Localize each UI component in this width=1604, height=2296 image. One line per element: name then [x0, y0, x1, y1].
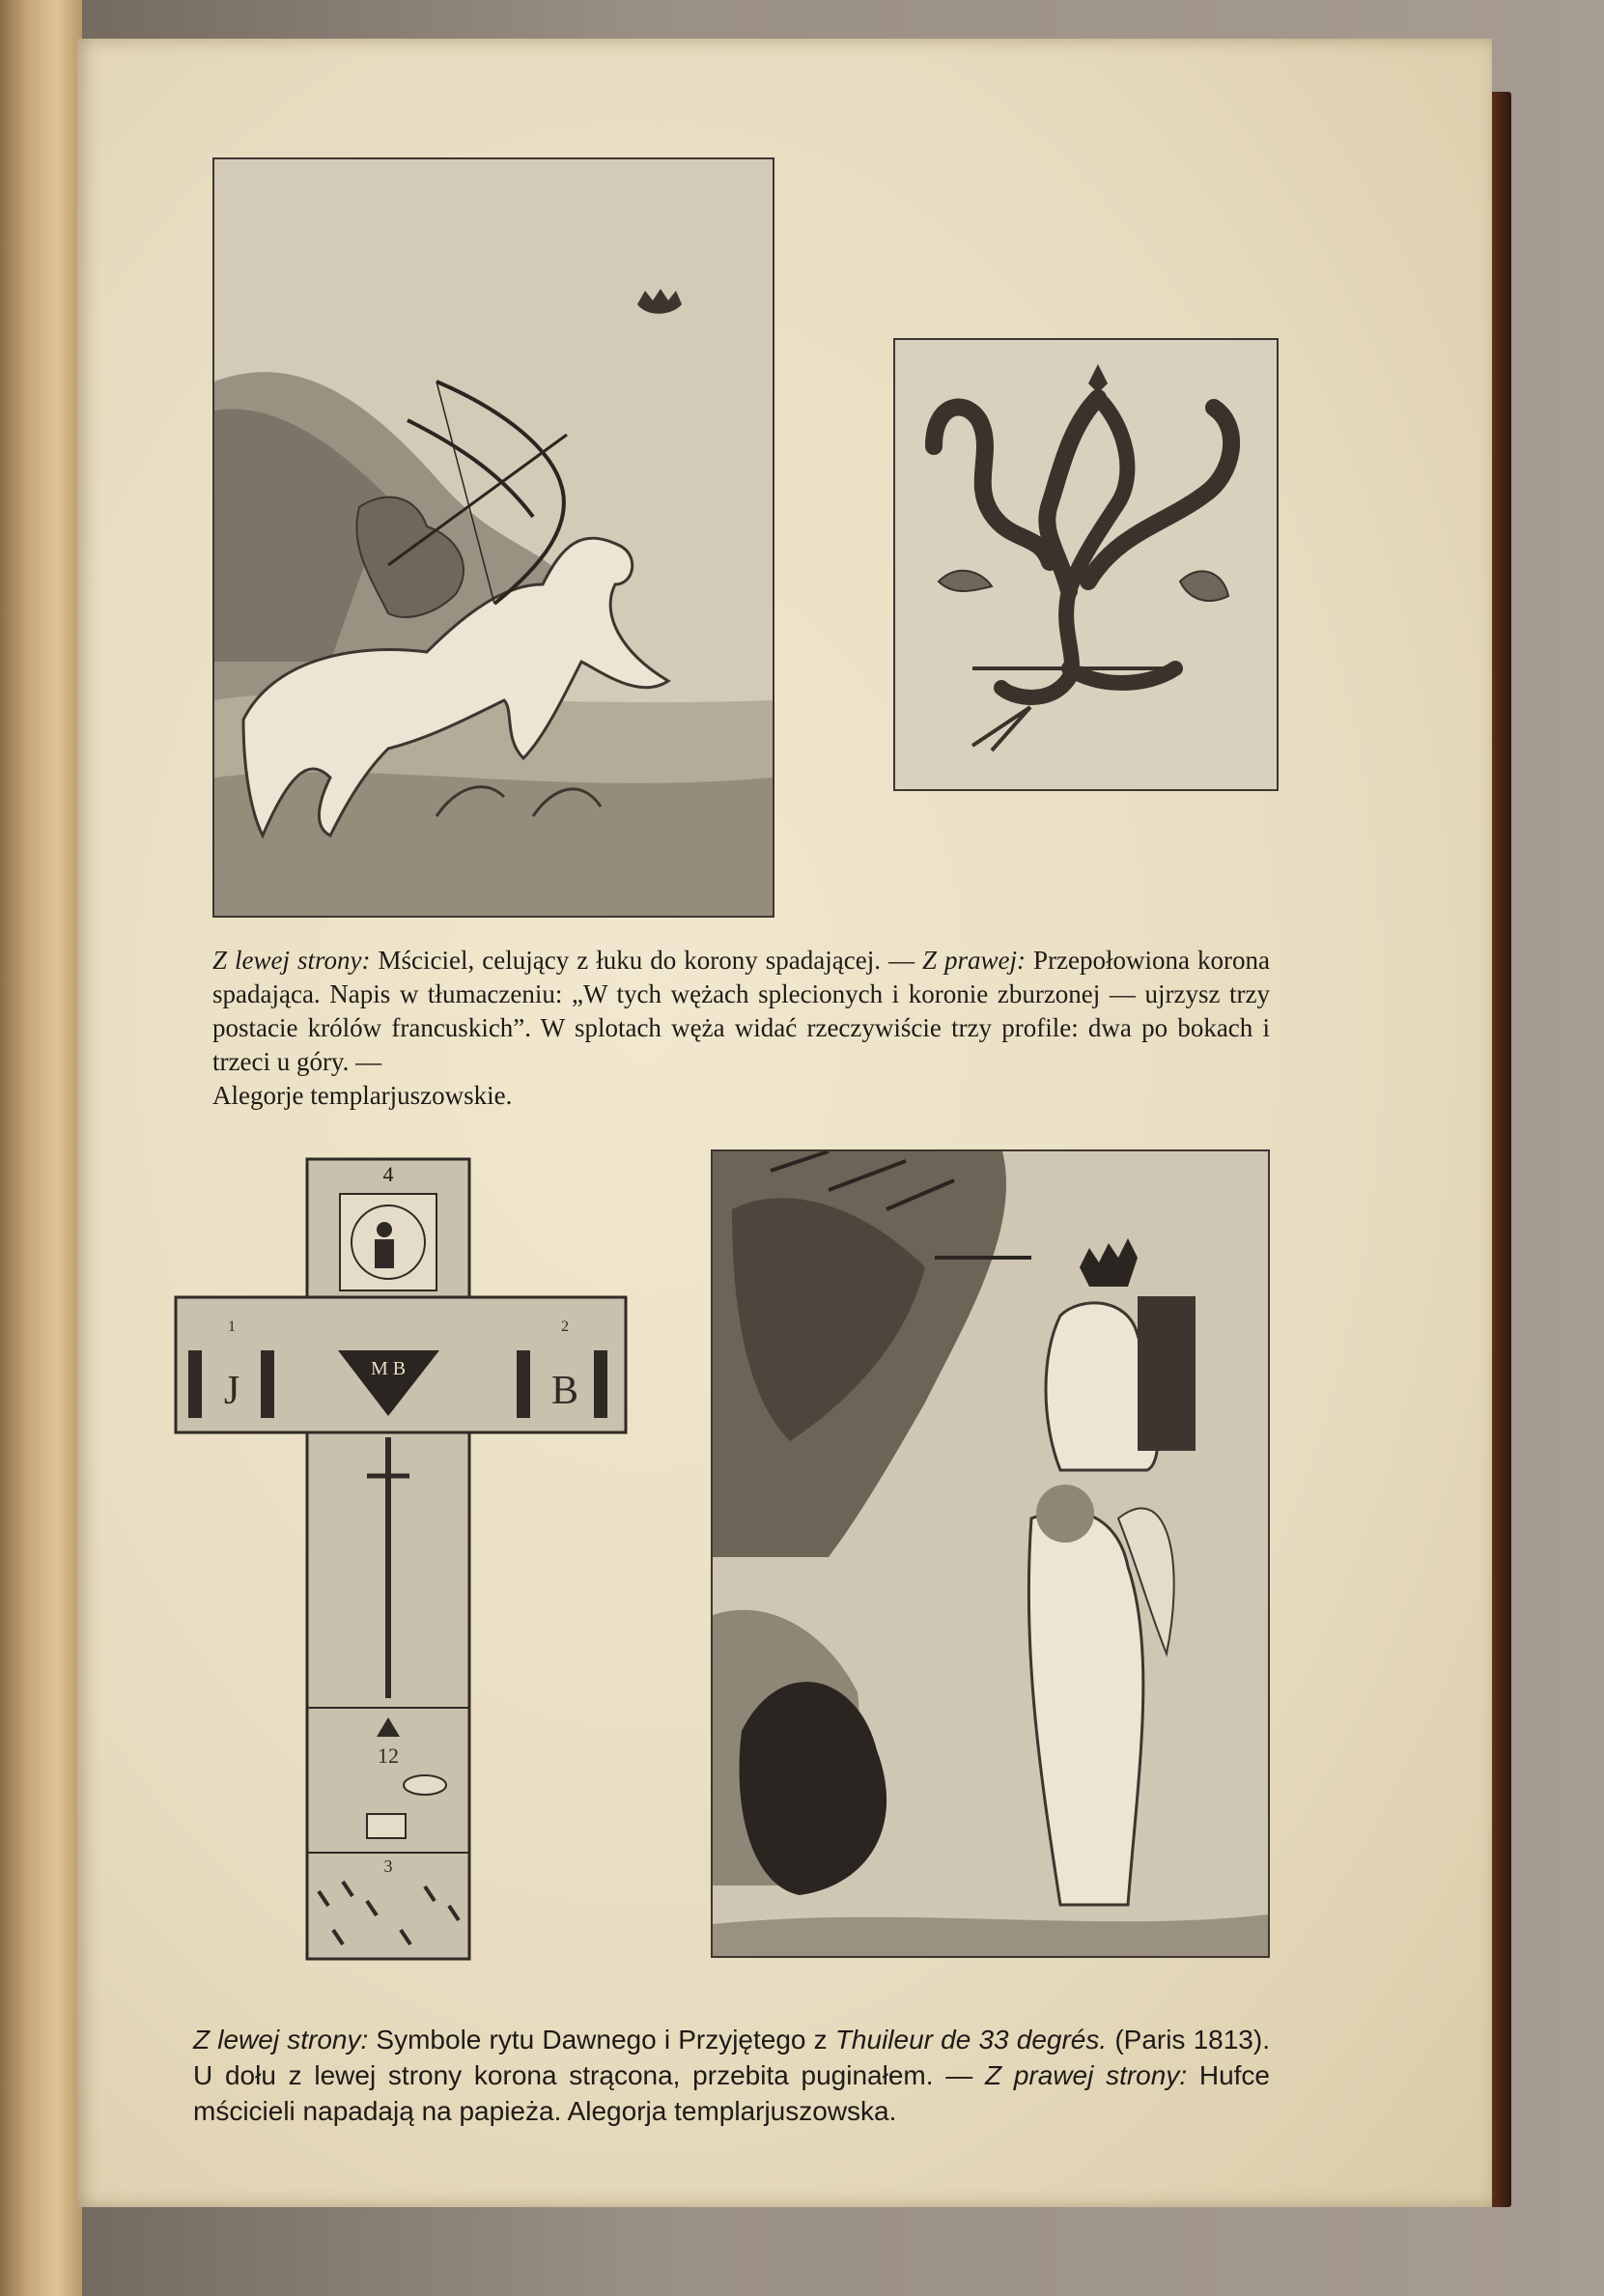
- cross-left-letter: J: [223, 1369, 240, 1413]
- caption-bottom: [193, 2022, 1270, 2129]
- figure-cross-tableau: [174, 1157, 628, 1961]
- caption-top-text1: Mściciel, celujący z łuku do korony spadającej. —: [370, 946, 922, 975]
- caption-bottom-lead: Z lewej strony:: [193, 2025, 369, 2055]
- caption-bottom-lead2: Z prawej strony:: [985, 2060, 1188, 2090]
- caption-top-last: Alegorje templarjuszowskie.: [212, 1081, 513, 1110]
- figure-archer-engraving: [212, 157, 774, 918]
- caption-top-lead2: Z prawej:: [922, 946, 1027, 975]
- figure-serpents-crown: [893, 338, 1279, 791]
- caption-bottom-text3: Hufce mścicieli napadają na papieża. Alegorja templarjuszowska.: [193, 2060, 1270, 2126]
- figure-pope-attacked: [711, 1149, 1270, 1958]
- cross-top-number: 4: [382, 1162, 394, 1186]
- caption-top: [212, 944, 1270, 1113]
- caption-bottom-text2: (Paris 1813). U dołu z lewej strony korona strącona, przebita puginałem. —: [193, 2025, 1270, 2090]
- book-page: [77, 39, 1492, 2207]
- cross-left-number: 1: [228, 1318, 236, 1335]
- cross-right-number: 2: [561, 1318, 569, 1335]
- caption-top-text2: Przepołowiona korona spadająca. Napis w tłumaczeniu: „W tych wężach splecionych i koronie zburzonej — ujrzysz trzy postacie królów francuskich”. W splotach węża widać rzeczywiście trzy profile: dwa po bokach i trzeci u góry. —: [212, 946, 1270, 1076]
- caption-bottom-text1: Symbole rytu Dawnego i Przyjętego z: [368, 2025, 835, 2055]
- cross-right-letter: B: [550, 1369, 579, 1413]
- caption-bottom-title: Thuileur de 33 degrés.: [834, 2025, 1108, 2055]
- cross-bottom-number2: 3: [383, 1857, 393, 1876]
- caption-top-lead: Z lewej strony:: [212, 946, 371, 975]
- cross-bottom-number: 12: [378, 1743, 399, 1768]
- book-spine-edge: [0, 0, 82, 2296]
- cross-triangle-text: M B: [370, 1358, 407, 1379]
